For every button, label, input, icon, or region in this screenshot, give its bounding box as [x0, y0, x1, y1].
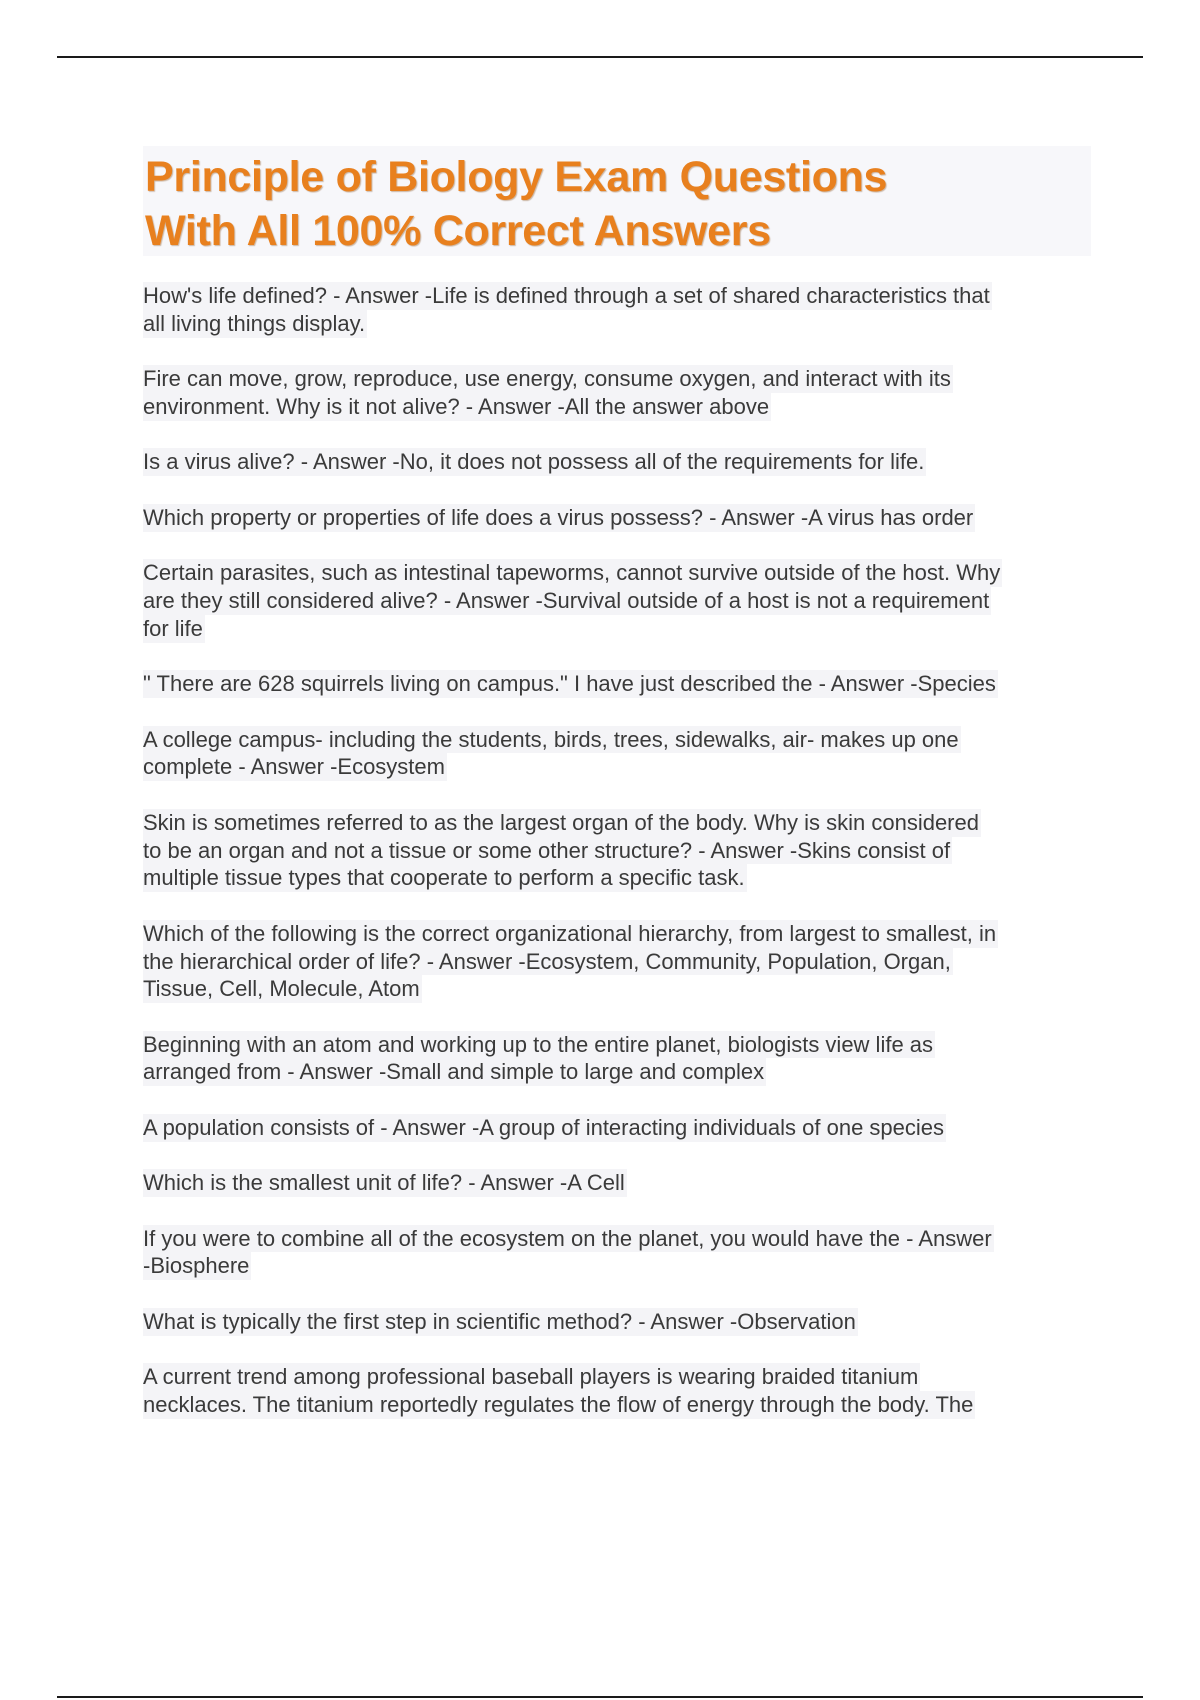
qa-text-line: A current trend among professional baseball players is wearing braided titanium — [143, 1364, 919, 1390]
title-line-1: Principle of Biology Exam Questions — [145, 153, 888, 201]
qa-text-line: the hierarchical order of life? - Answer -Ecosystem, Community, Population, Organ, — [143, 948, 951, 974]
qa-item — [143, 920, 1091, 1003]
qa-text-line: Is a virus alive? - Answer -No, it does not possess all of the requirements for life. — [143, 449, 925, 475]
qa-item — [143, 365, 1091, 421]
qa-item — [143, 1308, 1091, 1336]
qa-text-line: How's life defined? - Answer -Life is defined through a set of shared characteristics that — [143, 283, 990, 308]
qa-text-line: complete - Answer -Ecosystem — [143, 754, 445, 780]
qa-text-line: Certain parasites, such as intestinal tapeworms, cannot survive outside of the host. Why — [143, 560, 1001, 586]
qa-text-line: Which of the following is the correct organizational hierarchy, from largest to smallest, in — [143, 920, 997, 946]
qa-text-line: A college campus- including the students, birds, trees, sidewalks, air- makes up one — [143, 726, 959, 752]
page-title — [143, 146, 1091, 256]
qa-text-line: Which property or properties of life does a virus possess? - Answer -A virus has order — [143, 504, 974, 530]
qa-item — [143, 504, 1091, 532]
qa-text-line: to be an organ and not a tissue or some other structure? - Answer -Skins consist of — [143, 837, 951, 863]
qa-item — [143, 670, 1091, 698]
qa-text-line: Beginning with an atom and working up to the entire planet, biologists view life as — [143, 1031, 934, 1057]
qa-text-line: for life — [143, 615, 203, 641]
qa-item — [143, 809, 1091, 892]
qa-text-line: all living things display. — [143, 310, 366, 336]
qa-text-line: Fire can move, grow, reproduce, use energy, consume oxygen, and interact with its — [143, 366, 951, 392]
qa-item — [143, 1169, 1091, 1197]
qa-text-line: Skin is sometimes referred to as the largest organ of the body. Why is skin considered — [143, 809, 979, 835]
qa-text-line: are they still considered alive? - Answer -Survival outside of a host is not a requirement — [143, 587, 990, 613]
qa-item — [143, 559, 1091, 642]
qa-text-line: What is typically the first step in scientific method? - Answer -Observation — [143, 1308, 856, 1334]
qa-item — [143, 448, 1091, 476]
qa-item — [143, 1363, 1091, 1419]
qa-text-line: necklaces. The titanium reportedly regulates the flow of energy through the body. The — [143, 1392, 974, 1418]
qa-text-line: Tissue, Cell, Molecule, Atom — [143, 976, 420, 1002]
qa-text-line: If you were to combine all of the ecosystem on the planet, you would have the - Answer — [143, 1225, 992, 1251]
qa-text-line: Which is the smallest unit of life? - Answer -A Cell — [143, 1170, 625, 1196]
qa-item — [143, 726, 1091, 782]
qa-text-line: " There are 628 squirrels living on campus." I have just described the - Answer -Species — [143, 671, 996, 697]
qa-item — [143, 1031, 1091, 1087]
title-line-2: With All 100% Correct Answers — [145, 207, 771, 255]
qa-item — [143, 1225, 1091, 1281]
top-rule — [57, 56, 1143, 58]
qa-text-line: multiple tissue types that cooperate to perform a specific task. — [143, 865, 745, 891]
qa-text-line: A population consists of - Answer -A group of interacting individuals of one species — [143, 1114, 945, 1140]
qa-text-line: -Biosphere — [143, 1253, 250, 1279]
qa-item — [143, 282, 1091, 338]
qa-text-line: environment. Why is it not alive? - Answer -All the answer above — [143, 393, 770, 419]
qa-text-line: arranged from - Answer -Small and simple to large and complex — [143, 1059, 765, 1085]
bottom-rule — [57, 1696, 1143, 1698]
qa-item — [143, 1114, 1091, 1142]
question-answer-list — [143, 282, 1091, 1446]
